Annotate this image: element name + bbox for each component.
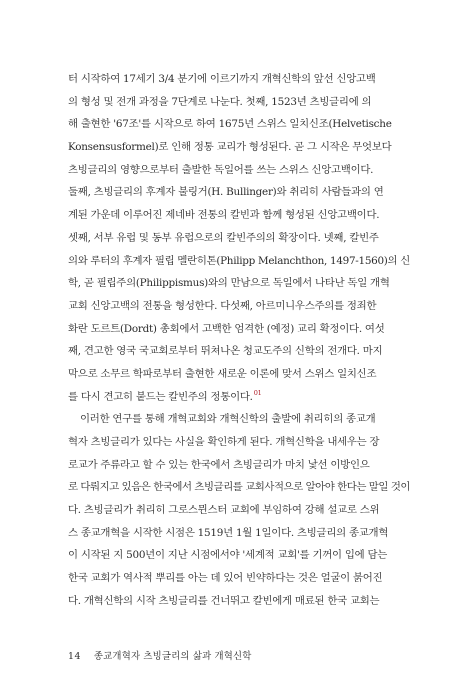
text-line: 화란 도르트(Dordt) 총회에서 고백한 엄격한 (예정) 교리 확정이다. 여섯 [68,322,385,335]
text-line: 다. 개혁신학의 시작 츠빙글리를 건너뛰고 칼빈에게 매료된 한국 교회는 [68,594,380,607]
text-line: 셋째, 서부 유럽 및 동부 유럽으로의 칼빈주의의 확장이다. 넷째, 칼빈주 [68,231,379,244]
text-line: 로교가 주류라고 할 수 있는 한국에서 츠빙글리가 마치 낯선 이방인으 [68,458,370,471]
text-line: 이러한 연구를 통해 개혁교회와 개혁신학의 출발에 취리히의 종교개 [80,413,376,426]
footnote-marker[interactable]: 01 [253,389,262,398]
text-line: 다. 츠빙글리가 취리히 그로스뮌스터 교회에 부임하여 강해 설교로 스위 [68,504,380,517]
text-line: 계된 가운데 이루어진 제네바 전통의 칼빈과 함께 형성된 신앙고백이다. [68,209,380,222]
text-line: 터 시작하여 17세기 3/4 분기에 이르기까지 개혁신학의 앞선 신앙고백 [68,73,376,85]
text-line-content: 를 다시 견고히 붙드는 칼빈주의 정통이다. [68,390,253,403]
body-text [68,68,410,613]
text-line-with-footnote [68,386,410,409]
text-line: Konsensusformel)로 인해 정통 교리가 형성된다. 곧 그 시작은 무엇보다 [68,141,392,154]
text-line: 스 종교개혁을 시작한 시점은 1519년 1월 1일이다. 츠빙글리의 종교개혁 [68,526,389,539]
text-line: 한국 교회가 역사적 뿌리를 아는 데 있어 빈약하다는 것은 얼굴이 붉어진 [68,572,383,585]
text-line: 의와 루터의 후계자 필립 멜란히톤(Philipp Melanchthon, 1497-1560)의 신 [68,254,410,267]
text-line: 막으로 소무르 학파로부터 출현한 새로운 이론에 맞서 스위스 일치신조 [68,367,377,380]
text-line: 교회 신앙고백의 전통을 형성한다. 다섯째, 아르미니우스주의를 정죄한 [68,299,377,312]
text-line: 혁자 츠빙글리가 있다는 사실을 확인하게 된다. 개혁신학을 내세우는 장 [68,436,380,448]
text-line: 학, 곧 필립주의(Philippismus)와의 만남으로 독일에서 나타난 독일 개혁 [68,277,390,290]
text-line: 의 형성 및 전개 과정을 7단계로 나눈다. 첫째, 1523년 츠빙글리에 의 [68,95,372,108]
text-line: 츠빙글리의 영향으로부터 출발한 독일어를 쓰는 스위스 신앙고백이다. [68,163,374,176]
text-line: 째, 견고한 영국 국교회로부터 뛰쳐나온 청교도주의 신학의 전개다. 마지 [68,345,383,358]
text-line: 둘째, 츠빙글리의 후계자 불링거(H. Bullinger)와 취리히 사람들과의 연 [68,186,384,199]
text-line: 이 시작된 지 500년이 지난 시점에서야 '세계적 교회'를 기꺼이 입에 담는 [68,549,388,562]
text-line: 로 다뤄지고 있음은 한국에서 츠빙글리를 교회사적으로 알아야 한다는 말일 것이 [68,481,410,494]
text-line: 해 출현한 '67조'를 시작으로 하여 1675년 스위스 일치신조(Helvetische [68,118,392,131]
page-footer [68,648,252,662]
page-number: 14 [68,651,81,662]
running-title: 종교개혁자 츠빙글리의 삶과 개혁신학 [93,651,252,662]
